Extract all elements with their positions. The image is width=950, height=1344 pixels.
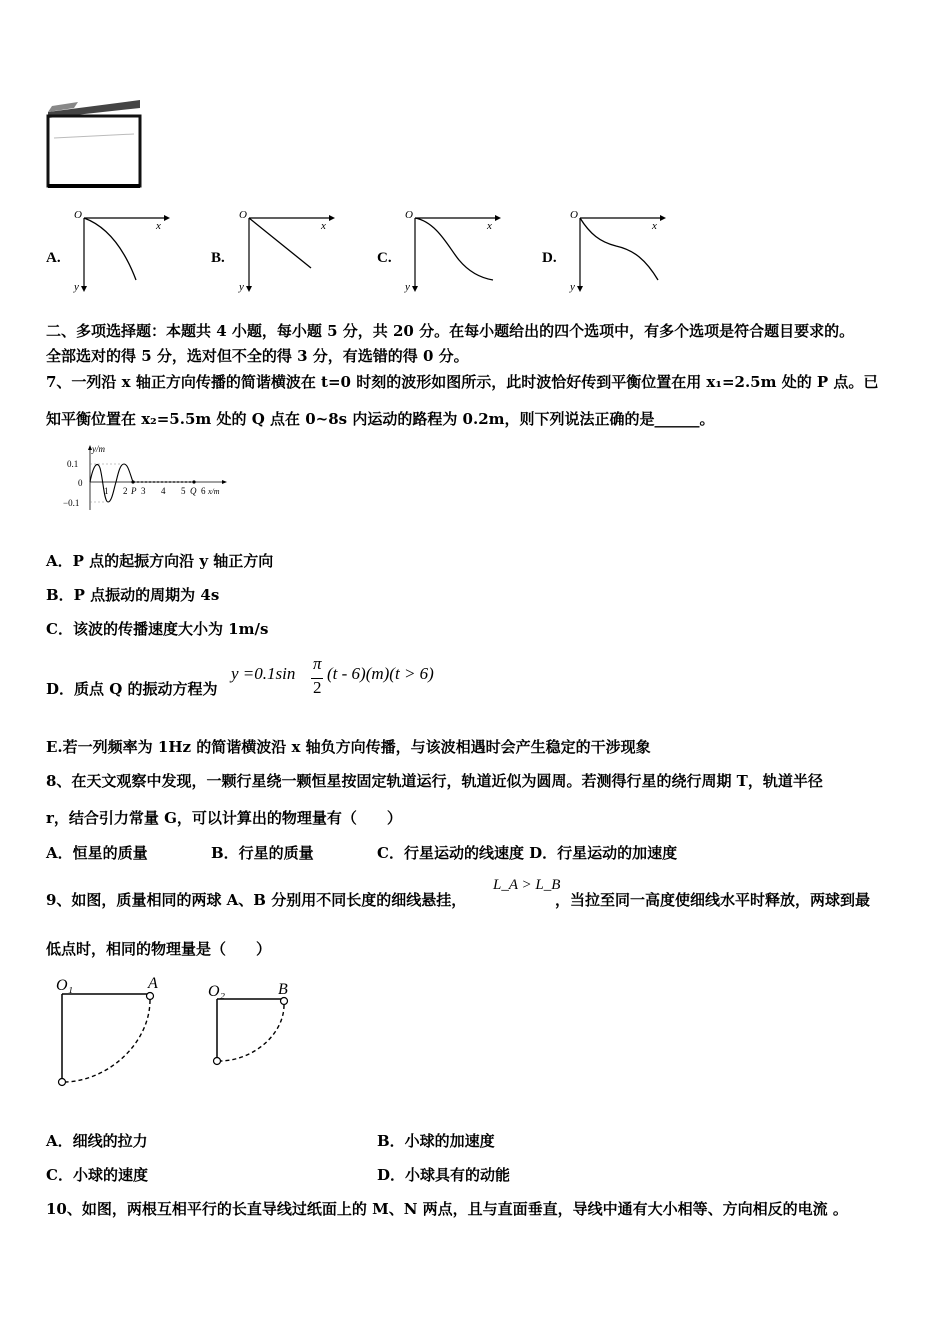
q7-option-b[interactable]: B．P 点振动的周期为 4s <box>46 586 220 604</box>
q9-option-b[interactable]: B．小球的加速度 <box>377 1132 495 1150</box>
q7-option-a[interactable]: A．P 点的起振方向沿 y 轴正方向 <box>46 552 274 570</box>
label-b: B <box>278 981 288 998</box>
q9-length-inequality <box>493 877 560 894</box>
label-o2: O₂ <box>208 983 226 1000</box>
q7-xtick-6: 6 <box>201 486 206 496</box>
section2-line2: 全部选对的得 5 分，选对但不全的得 3 分，有选错的得 0 分。 <box>46 347 469 365</box>
q7-xtick-4: 4 <box>161 486 166 496</box>
q7-option-d[interactable]: D．质点 Q 的振动方程为 <box>46 680 218 698</box>
q6-option-a-label[interactable]: A. <box>46 250 61 266</box>
axis-o-label: O <box>74 209 82 221</box>
q9-inequality-text: L_A > L_B <box>493 877 561 893</box>
q9-option-d[interactable]: D．小球具有的动能 <box>377 1166 511 1184</box>
q9-pendulum-figure <box>50 972 310 1092</box>
axis-o-label: O <box>570 209 578 221</box>
q7-point-q: Q <box>190 486 197 496</box>
q7-stem-line1: 7、一列沿 x 轴正方向传播的简谐横波在 t=0 时刻的波形如图所示，此时波恰好传到平衡位置在用 x₁=2.5m 处的 P 点。已 <box>46 373 879 391</box>
q7-wave-graph <box>60 444 235 516</box>
q9-stem-line1-b: ，当拉至同一高度使细线水平时释放，两球到最 <box>555 891 871 909</box>
q7-option-c[interactable]: C．该波的传播速度大小为 1m/s <box>46 620 269 638</box>
axis-o-label: O <box>239 209 247 221</box>
q7-xtick-3: 3 <box>141 486 146 496</box>
q7-xlabel: x/m <box>208 487 220 496</box>
q7-ytick-zero: 0 <box>78 478 83 488</box>
q6-option-d-label[interactable]: D. <box>542 250 557 266</box>
axis-x-label: x <box>652 220 657 232</box>
q7-eq-num: π <box>313 654 322 673</box>
q6-option-c-label[interactable]: C. <box>377 250 392 266</box>
label-a: A <box>148 975 158 992</box>
q8-option-c-d[interactable]: C．行星运动的线速度 D．行星运动的加速度 <box>377 844 678 862</box>
q6-graph-b <box>237 208 337 293</box>
top-figure-fragment <box>44 98 144 190</box>
q7-ytick-top: 0.1 <box>67 459 79 469</box>
q7-stem-line2: 知平衡位置在 x₂=5.5m 处的 Q 点在 0~8s 内运动的路程为 0.2m，则下列说法正确的是______。 <box>46 410 715 428</box>
q6-option-b-label[interactable]: B. <box>211 250 225 266</box>
q6-graph-a <box>72 208 172 293</box>
q8-stem-line2: r，结合引力常量 G，可以计算出的物理量有（ ） <box>46 809 402 827</box>
q6-graph-c <box>403 208 503 293</box>
q7-point-p: P <box>131 486 137 496</box>
q6-options <box>0 205 950 295</box>
axis-y-label: y <box>239 281 244 293</box>
q9-stem-line2: 低点时，相同的物理量是（ ） <box>46 940 272 958</box>
axis-y-label: y <box>570 281 575 293</box>
q7-option-d-equation <box>231 656 471 702</box>
q7-xtick-2: 2 <box>123 486 128 496</box>
axis-x-label: x <box>321 220 326 232</box>
axis-y-label: y <box>405 281 410 293</box>
q7-ytick-bottom: −0.1 <box>63 498 80 508</box>
q7-eq-den: 2 <box>313 678 322 697</box>
section2-line1: 二、多项选择题：本题共 4 小题，每小题 5 分，共 20 分。在每小题给出的四个选项中，有多个选项是符合题目要求的。 <box>46 322 855 340</box>
q7-ylabel: y/m <box>92 444 105 454</box>
q9-option-a[interactable]: A．细线的拉力 <box>46 1132 148 1150</box>
label-o1: O₁ <box>56 977 74 994</box>
q7-eq-right: (t - 6)(m)(t > 6) <box>327 664 434 683</box>
q8-option-b[interactable]: B．行星的质量 <box>211 844 314 862</box>
q7-option-e[interactable]: E.若一列频率为 1Hz 的简谐横波沿 x 轴负方向传播，与该波相遇时会产生稳定的干涉现象 <box>46 738 651 756</box>
q6-graph-d <box>568 208 668 293</box>
q7-eq-left: y =0.1sin <box>231 664 296 683</box>
q9-option-c[interactable]: C．小球的速度 <box>46 1166 148 1184</box>
q7-xtick-5: 5 <box>181 486 186 496</box>
axis-x-label: x <box>156 220 161 232</box>
q10-stem-line1: 10、如图，两根互相平行的长直导线过纸面上的 M、N 两点，且与直面垂直，导线中通有大小相等、方向相反的电流 。 <box>46 1200 848 1218</box>
q9-stem-line1-a: 9、如图，质量相同的两球 A、B 分别用不同长度的细线悬挂， <box>46 891 467 909</box>
q7-xtick-1: 1 <box>104 486 109 496</box>
axis-y-label: y <box>74 281 79 293</box>
axis-x-label: x <box>487 220 492 232</box>
q8-option-a[interactable]: A．恒星的质量 <box>46 844 148 862</box>
q8-stem-line1: 8、在天文观察中发现，一颗行星绕一颗恒星按固定轨道运行，轨道近似为圆周。若测得行星的绕行周期 T，轨道半径 <box>46 772 823 790</box>
axis-o-label: O <box>405 209 413 221</box>
